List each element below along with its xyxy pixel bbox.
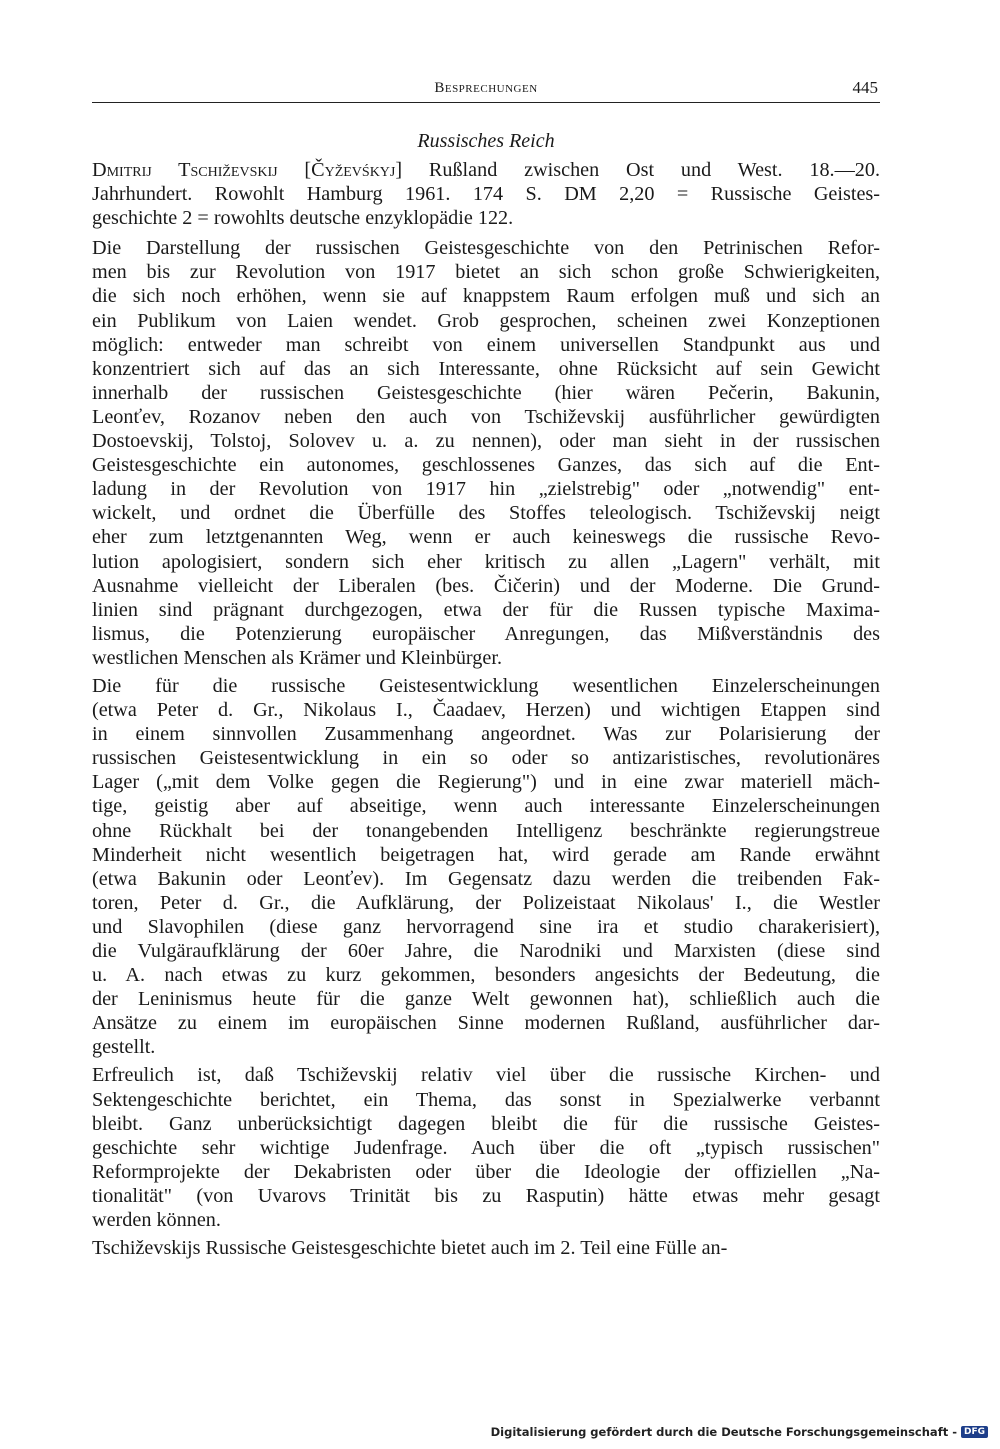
text-line: Minderheit nicht wesentlich beigetragen hat, wird gerade am Rande erwähnt (92, 843, 880, 866)
text-line: Sektengeschichte berichtet, ein Thema, das sonst in Spezialwerke verbannt (92, 1088, 880, 1111)
text-line: Tschiževskijs Russische Geistesgeschichte bietet auch im 2. Teil eine Fülle an- (92, 1237, 728, 1260)
text-line: und Slavophilen (diese ganz hervorragend sine ira et studio charakerisiert), (92, 915, 880, 938)
text-line: werden können. (92, 1209, 221, 1232)
text-line: wickelt, und ordnet die Überfülle des Stoffes teleologisch. Tschiževskij neigt (92, 502, 880, 525)
text-line: tionalität" (von Uvarovs Trinität bis zu Rasputin) hätte etwas mehr gesagt (92, 1184, 880, 1207)
text-line: toren, Peter d. Gr., die Aufklärung, der Polizeistaat Nikolaus' I., die Westler (92, 891, 880, 914)
text-line: geschichte sehr wichtige Judenfrage. Auch über die oft „typisch russischen" (92, 1136, 880, 1159)
citation-line: Rußland zwischen Ost und West. 18.—20. (402, 159, 880, 181)
text-line: die sich noch erhöhen, wenn sie auf knappstem Raum erfolgen muß und sich an (92, 285, 880, 308)
text-line: linien sind prägnant durchgezogen, etwa der für die Russen typische Maxima- (92, 598, 880, 621)
citation-line: geschichte 2 = rowohlts deutsche enzyklopädie 122. (92, 207, 514, 230)
text-line: tige, geistig aber auf abseitige, wenn auch interessante Einzelerscheinungen (92, 795, 880, 818)
paragraph (92, 1236, 880, 1260)
page-number: 445 (852, 78, 878, 97)
text-line: ladung in der Revolution von 1917 hin „zielstrebig" oder „notwendig" ent- (92, 478, 880, 501)
paragraph (92, 1063, 880, 1232)
text-line: Die Darstellung der russischen Geistesgeschichte von den Petrinischen Refor- (92, 237, 880, 260)
section-title: Russisches Reich (417, 130, 555, 152)
text-line: russischen Geistesentwicklung in ein so oder so antizaristisches, revolutionäres (92, 747, 880, 770)
citation-line: Jahrhundert. Rowohlt Hamburg 1961. 174 S. DM 2,20 = Russische Geistes- (92, 183, 880, 206)
text-line: in einem sinnvollen Zusammenhang angeordnet. Was zur Polarisierung der (92, 723, 880, 746)
text-line: Erfreulich ist, daß Tschiževskij relativ viel über die russische Kirchen- und (92, 1064, 880, 1087)
text-line: ein Publikum von Laien wendet. Grob gesprochen, scheinen zwei Konzeptionen (92, 309, 880, 332)
text-line: men bis zur Revolution von 1917 bietet an sich schon große Schwierigkeiten, (92, 261, 880, 284)
text-line: Ausnahme vielleicht der Liberalen (bes. Čičerin) und der Moderne. Die Grund- (92, 574, 880, 597)
paragraph (92, 236, 880, 670)
text-line: innerhalb der russischen Geistesgeschichte (hier wären Pečerin, Bakunin, (92, 381, 880, 404)
text-line: Die für die russische Geistesentwicklung wesentlichen Einzelerscheinungen (92, 674, 880, 697)
text-line: gestellt. (92, 1036, 156, 1059)
page-header (92, 76, 880, 103)
text-line: Leonťev, Rozanov neben den auch von Tschiževskij ausführlicher gewürdigten (92, 405, 880, 428)
text-line: (etwa Bakunin oder Leonťev). Im Gegensatz dazu werden die treibenden Fak- (92, 867, 880, 890)
text-line: u. A. nach etwas zu kurz gekommen, besonders angesichts der Bedeutung, die (92, 964, 880, 987)
text-line: möglich: entweder man schreibt von einem universellen Standpunkt aus und (92, 333, 880, 356)
text-line: Lager („mit dem Volke gegen die Regierung") und in eine zwar materiell mäch- (92, 771, 880, 794)
dfg-logo-icon: DFG (961, 1426, 988, 1438)
citation (92, 158, 880, 230)
text-line: bleibt. Ganz unberücksichtigt dagegen bleibt die für die russische Geistes- (92, 1112, 880, 1135)
text-line: lution apologisiert, sondern sich eher kritisch zu allen „Lagern" verhält, mit (92, 550, 880, 573)
citation-author: Dmitrij Tschiževskij [Čyževśkyj] (92, 159, 403, 181)
text-line: die Vulgäraufklärung der 60er Jahre, die Narodniki und Marxisten (diese sind (92, 940, 880, 962)
text-line: westlichen Menschen als Krämer und Kleinbürger. (92, 646, 502, 669)
text-line: (etwa Peter d. Gr., Nikolaus I., Čaadaev, Herzen) und wichtigen Etappen sind (92, 699, 880, 722)
text-line: ohne Rückhalt bei der tonangebenden Intelligenz beschränkte regierungstreue (92, 819, 880, 842)
paragraph (92, 674, 880, 1060)
text-line: konzentriert sich auf das an sich Interessante, ohne Rücksicht auf sein Gewicht (92, 357, 880, 380)
text-line: lismus, die Potenzierung europäischer Anregungen, das Mißverständnis des (92, 622, 880, 645)
running-head: Besprechungen (434, 80, 538, 96)
paragraphs (92, 236, 880, 1260)
footer-text: Digitalisierung gefördert durch die Deutsche Forschungsgemeinschaft - (490, 1425, 957, 1439)
text-line: Dostoevskij, Tolstoj, Solovev u. a. zu nennen), oder man sieht in der russischen (92, 430, 880, 453)
text-line: der Leninismus heute für die ganze Welt gewonnen hat), schließlich auch die (92, 988, 880, 1011)
text-line: Geistesgeschichte ein autonomes, geschlossenes Ganzes, das sich auf die Ent- (92, 454, 880, 477)
text-line: eher zum letztgenannten Weg, wenn er auch keineswegs die russische Revo- (92, 526, 880, 549)
article-body (92, 158, 880, 1260)
text-line: Reformprojekte der Dekabristen oder über die Ideologie der offiziellen „Na- (92, 1160, 880, 1183)
text-line: Ansätze zu einem im europäischen Sinne modernen Rußland, ausführlicher dar- (92, 1012, 880, 1035)
footer (491, 1425, 988, 1439)
